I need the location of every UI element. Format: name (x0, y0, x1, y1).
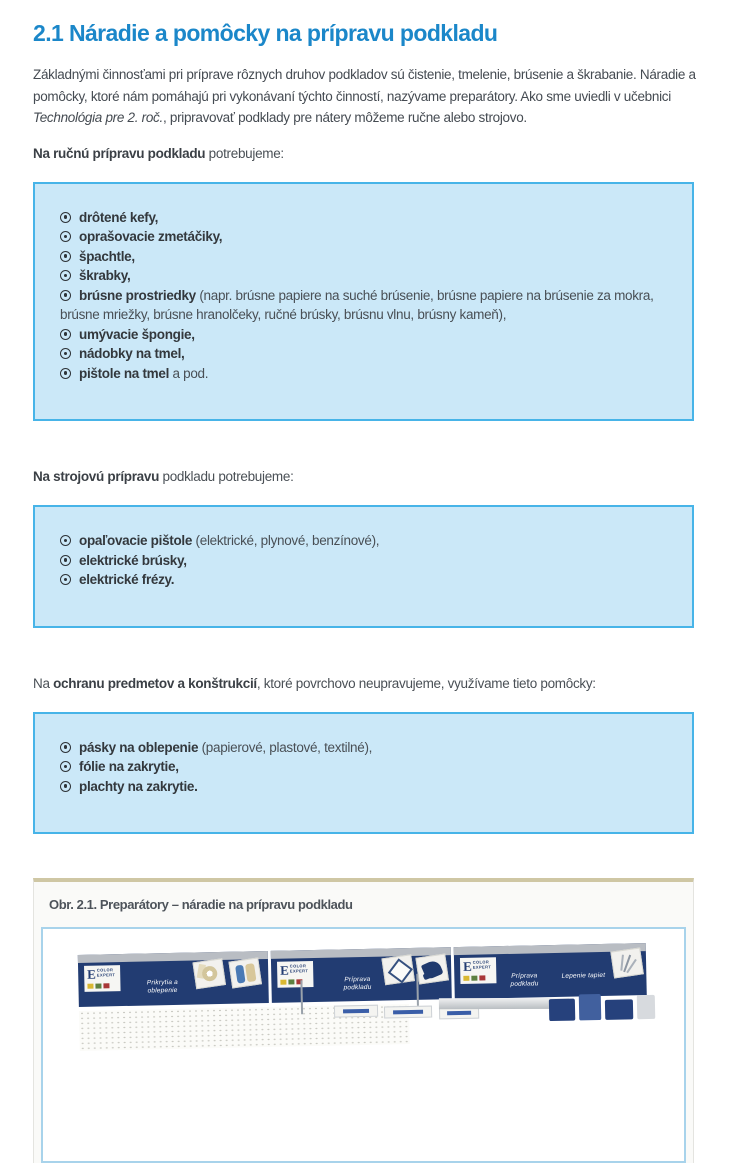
list-item: elektrické brúsky, (60, 551, 668, 571)
logo-color-squares (463, 975, 493, 981)
intro-text-1: Základnými činnosťami pri príprave rôznych druhov podkladov sú čistenie, tmelenie, brúsenie a škrabanie. Náradie a pomôcky, ktoré nám pomáhajú pri vykonávaní týchto činností, nazývame preparátory. Ako sme uviedli v učebnici (33, 67, 696, 104)
list-item: umývacie špongie, (60, 325, 668, 345)
list-item: pištole na tmel a pod. (60, 364, 668, 384)
list-item: fólie na zakrytie, (60, 757, 668, 777)
bullet-icon (60, 231, 71, 242)
display-stand (78, 943, 648, 1075)
shelf-products (549, 991, 660, 1023)
figure-image (49, 935, 678, 1155)
banner-label: Príprava podkladu (343, 975, 372, 991)
list-item: opaľovacie pištole (elektrické, plynové, benzínové), (60, 531, 668, 551)
bullet-icon (60, 270, 71, 281)
list-item: pásky na oblepenie (papierové, plastové, textilné), (60, 738, 668, 758)
brand-logo: E COLOR EXPERT (277, 961, 314, 988)
brand-logo: E COLOR EXPERT (84, 965, 121, 992)
bullet-icon (60, 368, 71, 379)
bullet-icon (60, 329, 71, 340)
frame-icon (381, 954, 415, 985)
list-item: drôtené kefy, (60, 208, 668, 228)
product-box (384, 1006, 432, 1019)
banner-label: Príprava podkladu (510, 972, 539, 988)
figure-caption: Obr. 2.1. Preparátory – náradie na prípravu podkladu (49, 897, 353, 912)
list-item: oprašovacie zmetáčiky, (60, 227, 668, 247)
info-box (33, 505, 694, 628)
section-intro: Na ručnú prípravu podkladu potrebujeme: (33, 145, 284, 161)
page-title: 2.1 Náradie a pomôcky na prípravu podkladu (33, 20, 498, 46)
product-box (334, 1005, 378, 1018)
list-item: špachtle, (60, 247, 668, 267)
list-item: nádobky na tmel, (60, 344, 668, 364)
banner-panel (271, 947, 452, 1003)
bullet-icon (60, 348, 71, 359)
list-item: elektrické frézy. (60, 570, 668, 590)
page-content (33, 18, 713, 1163)
banner-label: Lepenie tapiet (561, 971, 606, 980)
bullet-icon (60, 290, 71, 301)
list-item: plachty na zakrytie. (60, 777, 668, 797)
intro-text-2: , pripravovať podklady pre nátery môžeme ručne alebo strojovo. (162, 110, 527, 125)
section-intro: Na strojovú prípravu podkladu potrebujeme: (33, 469, 294, 484)
list-item: brúsne prostriedky (napr. brúsne papiere na suché brúsenie, brúsne papiere na brúsenie za mokra, brúsne mriežky, brúsne hranolčeky, ručné brúsky, brúsnu vlnu, brúsny kameň), (60, 287, 654, 322)
bullet-icon (60, 535, 71, 546)
bullet-icon (60, 781, 71, 792)
banner-label: Prikrytia a oblepenie (146, 978, 179, 995)
intro-paragraph (33, 64, 713, 129)
brush-icon (610, 947, 644, 978)
section-intro: Na ochranu predmetov a konštrukcií, ktoré povrchovo neupravujeme, využívame tieto pomôcky: (33, 675, 596, 691)
bullet-icon (60, 555, 71, 566)
tape-rolls-icon (228, 957, 262, 988)
bullet-icon (60, 761, 71, 772)
bullet-icon (60, 742, 71, 753)
info-box (33, 712, 694, 835)
banner-panel (78, 951, 269, 1007)
logo-color-squares (280, 979, 310, 985)
figure-image-frame (41, 927, 686, 1163)
list-item: škrabky, (60, 266, 668, 286)
figure-block (33, 878, 694, 1163)
logo-color-squares (87, 983, 117, 989)
glove-icon (415, 954, 449, 985)
bullet-icon (60, 574, 71, 585)
bullet-icon (60, 212, 71, 223)
intro-book-title: Technológia pre 2. roč. (33, 110, 163, 125)
info-box (33, 182, 694, 422)
brand-logo: E COLOR EXPERT (460, 957, 497, 984)
bullet-icon (60, 251, 71, 262)
masking-tape-icon (192, 958, 226, 989)
